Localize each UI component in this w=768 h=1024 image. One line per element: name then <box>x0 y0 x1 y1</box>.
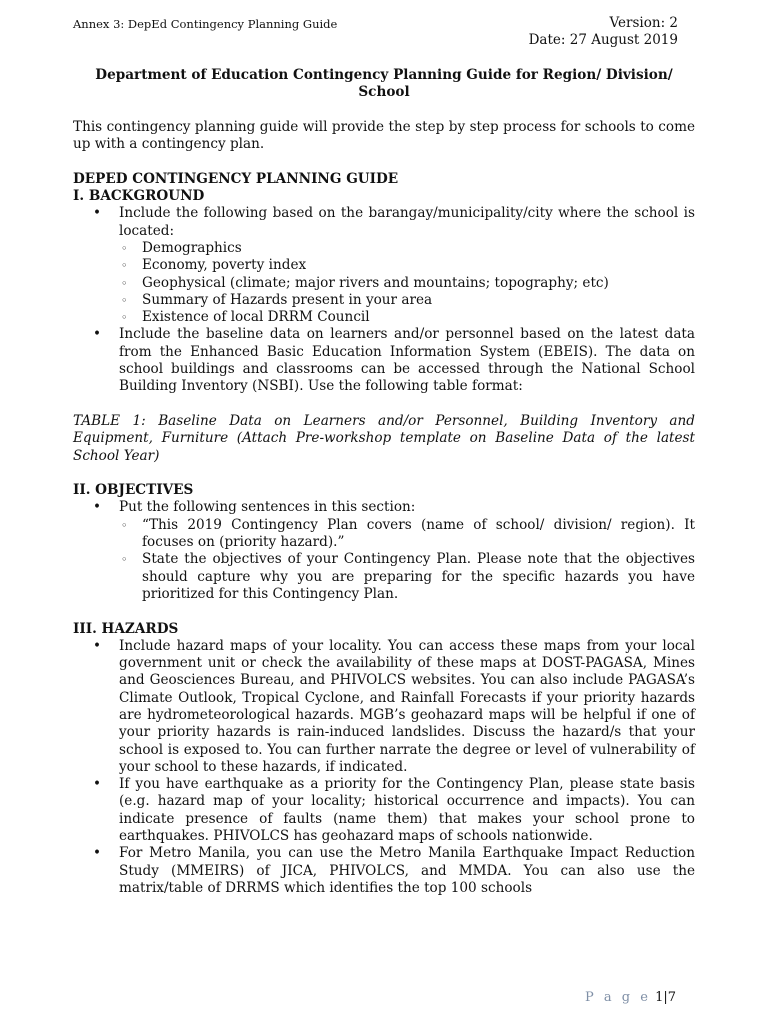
objectives-list <box>73 499 695 603</box>
list-item: • Include the baseline data on learners and/or personnel based on the latest data from the Enhanced Basic Education Information System (EBEIS). The data on school buildings and classrooms can be accessed through the National School Building Inventory (NSBI). Use the following table format: <box>73 326 695 395</box>
intro-paragraph: This contingency planning guide will provide the step by step process for schools to come up with a contingency plan. <box>73 118 695 153</box>
list-item: ◦ “This 2019 Contingency Plan covers (name of school/ division/ region). It focuses on (priority hazard).” <box>119 517 695 552</box>
list-item: ◦ Existence of local DRRM Council <box>119 309 695 326</box>
header-annex-title: Annex 3: DepEd Contingency Planning Guide <box>73 17 338 31</box>
list-item: • Include hazard maps of your locality. You can access these maps from your local government unit or check the availability of these maps at DOST-PAGASA, Mines and Geosciences Bureau, and PHIVOLCS websites. You can also include PAGASA’s Climate Outlook, Tropical Cyclone, and Rainfall Forecasts if your priority hazards are hydrometeorological hazards. MGB’s geohazard maps will be helpful if one of your priority hazards is rain-induced landslides. Discuss the hazard/s that your school is exposed to. You can further narrate the degree or level of vulnerability of your school to these hazards, if indicated. <box>73 638 695 776</box>
objectives-bullet-1: Put the following sentences in this section: <box>119 499 416 516</box>
table-caption: TABLE 1: Baseline Data on Learners and/or Personnel, Building Inventory and Equipment, Furniture (Attach Pre-workshop template on Baseline Data of the latest School Year) <box>73 412 695 464</box>
hazards-list <box>73 638 695 897</box>
background-list <box>73 205 695 395</box>
objectives-heading: II. OBJECTIVES <box>73 482 194 499</box>
list-item: ◦ Geophysical (climate; major rivers and mountains; topography; etc) <box>119 275 695 292</box>
list-item <box>73 499 695 603</box>
list-item: ◦ Demographics <box>119 240 695 257</box>
list-item: ◦ State the objectives of your Contingency Plan. Please note that the objectives should capture why you are preparing for the specific hazards you have prioritized for this Contingency Plan. <box>119 551 695 603</box>
guide-heading: DEPED CONTINGENCY PLANNING GUIDE <box>73 170 399 187</box>
page-label: P a g e <box>585 990 651 1005</box>
list-item: • If you have earthquake as a priority for the Contingency Plan, please state basis (e.g. hazard map of your locality; historical occurrence and impacts). You can indicate presence of faults (name them) that makes your school prone to earthquakes. PHIVOLCS has geohazard maps of schools nationwide. <box>73 776 695 845</box>
document-title: Department of Education Contingency Planning Guide for Region/ Division/ School <box>95 67 673 101</box>
objectives-sublist <box>119 517 695 603</box>
header-version-block <box>529 15 678 49</box>
background-sublist <box>119 240 695 326</box>
background-bullet-1: Include the following based on the barangay/municipality/city where the school is located: <box>119 205 695 239</box>
page-footer <box>585 990 676 1005</box>
header-date: Date: 27 August 2019 <box>528 32 678 48</box>
list-item: • For Metro Manila, you can use the Metro Manila Earthquake Impact Reduction Study (MMEIRS) of JICA, PHIVOLCS, and MMDA. You can also use the matrix/table of DRRMS which identifies the top 100 schools <box>73 845 695 897</box>
document-body <box>73 67 695 897</box>
page-number: 1|7 <box>655 990 676 1005</box>
header-version: Version: 2 <box>609 15 678 31</box>
list-item: ◦ Economy, poverty index <box>119 257 695 274</box>
hazards-heading: III. HAZARDS <box>73 620 179 637</box>
background-heading: I. BACKGROUND <box>73 188 205 205</box>
list-item: ◦ Summary of Hazards present in your area <box>119 292 695 309</box>
list-item <box>73 205 695 326</box>
